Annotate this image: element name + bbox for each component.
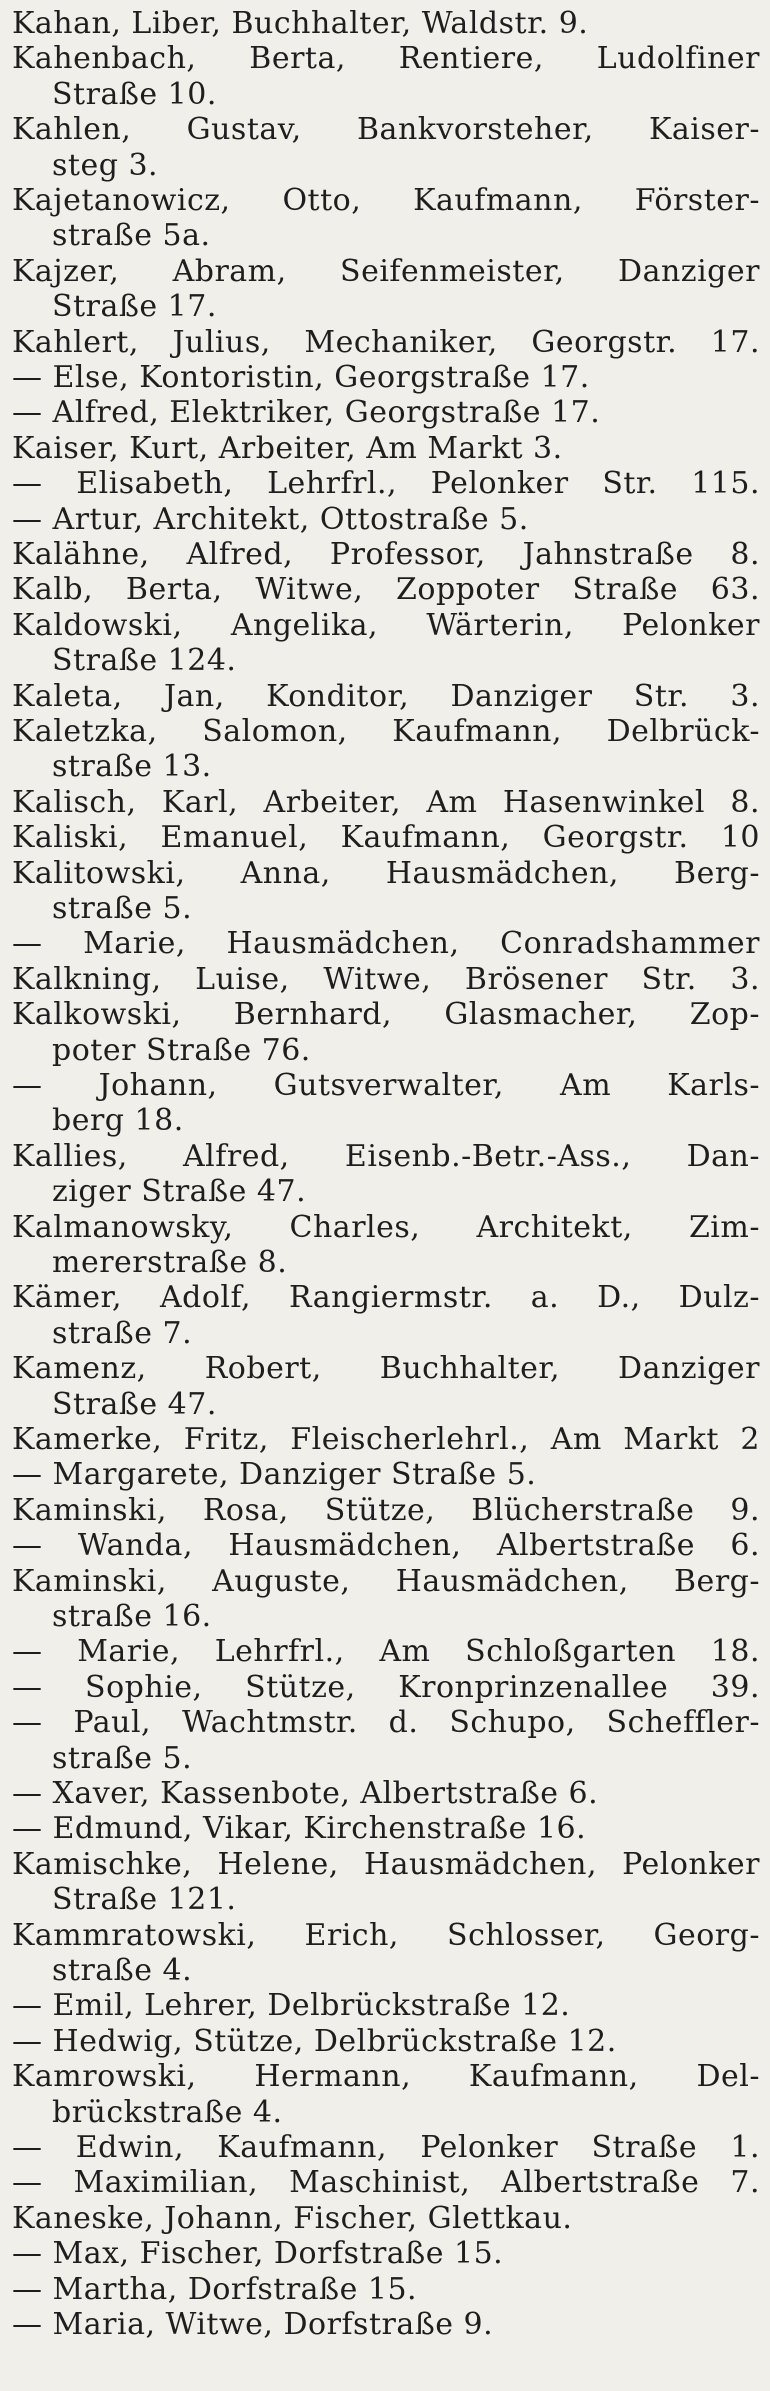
entry-continuation-line: straße 5. [52, 1740, 193, 1776]
directory-entry-line: Kajetanowicz, Otto, Kaufmann, Förster- [12, 183, 760, 218]
directory-entry-line: — Elisabeth, Lehrfrl., Pelonker Str. 115. [12, 466, 760, 502]
directory-entry-line: — Paul, Wachtmstr. d. Schupo, Scheffler- [12, 1705, 760, 1741]
directory-entry-line: — Maria, Witwe, Dorfstraße 9. [12, 2307, 494, 2342]
directory-entry-line: Kammratowski, Erich, Schlosser, Georg- [12, 1917, 760, 1953]
directory-entry-line: Kaiser, Kurt, Arbeiter, Am Markt 3. [12, 430, 563, 466]
entry-continuation-line: straße 5. [52, 891, 193, 926]
entry-continuation-line: ziger Straße 47. [52, 1174, 307, 1210]
directory-entry-line: Kaletzka, Salomon, Kaufmann, Delbrück- [12, 714, 760, 749]
directory-entry-line: Kallies, Alfred, Eisenb.-Betr.-Ass., Dan- [12, 1138, 760, 1174]
entry-continuation-line: Straße 10. [52, 76, 217, 112]
directory-entry-line: Kaliski, Emanuel, Kaufmann, Georgstr. 10 [12, 820, 760, 856]
directory-entry-line: Kalähne, Alfred, Professor, Jahnstraße 8. [12, 537, 760, 572]
directory-entry-line: Kalb, Berta, Witwe, Zoppoter Straße 63. [12, 572, 760, 608]
entry-continuation-line: Straße 124. [52, 643, 237, 679]
directory-entry-line: Kamrowski, Hermann, Kaufmann, Del- [12, 2059, 760, 2095]
directory-entry-line: — Johann, Gutsverwalter, Am Karls- [12, 1068, 760, 1103]
entry-continuation-line: steg 3. [52, 147, 159, 183]
entry-continuation-line: straße 4. [52, 1953, 193, 1988]
directory-entry-line: — Max, Fischer, Dorfstraße 15. [12, 2236, 504, 2272]
entry-continuation-line: berg 18. [52, 1103, 184, 1139]
directory-entry-line: Kalmanowsky, Charles, Architekt, Zim- [12, 1209, 760, 1245]
directory-entry-line: — Martha, Dorfstraße 15. [12, 2271, 418, 2307]
entry-continuation-line: straße 5a. [52, 218, 211, 254]
directory-entry-line: Kajzer, Abram, Seifenmeister, Danziger [12, 253, 760, 289]
directory-entry-line: Kalkowski, Bernhard, Glasmacher, Zop- [12, 997, 760, 1033]
directory-entry-line: Kahan, Liber, Buchhalter, Waldstr. 9. [12, 6, 589, 41]
directory-entry-line: Kalisch, Karl, Arbeiter, Am Hasenwinkel 8. [12, 784, 760, 820]
entry-continuation-line: straße 16. [52, 1599, 212, 1634]
directory-entry-line: — Alfred, Elektriker, Georgstraße 17. [12, 395, 601, 431]
directory-entry-line: — Marie, Hausmädchen, Conradshammer [12, 926, 760, 962]
directory-entry-line: — Edwin, Kaufmann, Pelonker Straße 1. [12, 2130, 760, 2165]
entry-continuation-line: Straße 17. [52, 289, 217, 325]
directory-entry-line: Kalkning, Luise, Witwe, Brösener Str. 3. [12, 961, 760, 997]
directory-entry-line: — Emil, Lehrer, Delbrückstraße 12. [12, 1988, 571, 2024]
directory-entry-line: Kamenz, Robert, Buchhalter, Danziger [12, 1351, 760, 1387]
directory-entry-line: Kaleta, Jan, Konditor, Danziger Str. 3. [12, 678, 760, 714]
directory-entry-line: Kahenbach, Berta, Rentiere, Ludolfiner [12, 41, 760, 77]
entry-continuation-line: poter Straße 76. [52, 1032, 311, 1068]
directory-entry-line: Kamischke, Helene, Hausmädchen, Pelonker [12, 1846, 760, 1882]
directory-entry-line: — Sophie, Stütze, Kronprinzenallee 39. [12, 1669, 760, 1705]
directory-entry-line: — Marie, Lehrfrl., Am Schloßgarten 18. [12, 1634, 760, 1670]
entry-continuation-line: straße 7. [52, 1315, 193, 1351]
directory-entry-line: — Xaver, Kassenbote, Albertstraße 6. [12, 1776, 599, 1811]
directory-entry-line: — Artur, Architekt, Ottostraße 5. [12, 501, 529, 537]
entry-continuation-line: straße 13. [52, 749, 212, 785]
entry-continuation-line: Straße 47. [52, 1386, 217, 1422]
directory-entry-line: Kaminski, Rosa, Stütze, Blücherstraße 9. [12, 1492, 760, 1528]
directory-entry-line: Kämer, Adolf, Rangiermstr. a. D., Dulz- [12, 1280, 760, 1316]
entry-continuation-line: mererstraße 8. [52, 1245, 288, 1280]
directory-entry-line: — Edmund, Vikar, Kirchenstraße 16. [12, 1811, 587, 1847]
directory-entry-line: — Hedwig, Stütze, Delbrückstraße 12. [12, 2023, 617, 2059]
directory-entry-line: — Else, Kontoristin, Georgstraße 17. [12, 360, 590, 395]
entry-continuation-line: Straße 121. [52, 1882, 237, 1918]
directory-entry-line: Kahlert, Julius, Mechaniker, Georgstr. 17. [12, 324, 760, 360]
directory-entry-line: Kaldowski, Angelika, Wärterin, Pelonker [12, 607, 760, 643]
directory-entry-line: Kaneske, Johann, Fischer, Glettkau. [12, 2200, 573, 2236]
directory-entry-line: Kahlen, Gustav, Bankvorsteher, Kaiser- [12, 112, 760, 148]
directory-entry-line: Kaminski, Auguste, Hausmädchen, Berg- [12, 1563, 760, 1599]
directory-entry-line: Kalitowski, Anna, Hausmädchen, Berg- [12, 855, 760, 891]
directory-entry-line: Kamerke, Fritz, Fleischerlehrl., Am Markt 2 [12, 1422, 760, 1457]
directory-entry-line: — Wanda, Hausmädchen, Albertstraße 6. [12, 1528, 760, 1564]
directory-entry-line: — Maximilian, Maschinist, Albertstraße 7. [12, 2165, 760, 2201]
entry-continuation-line: brückstraße 4. [52, 2094, 283, 2130]
directory-entry-line: — Margarete, Danziger Straße 5. [12, 1457, 537, 1493]
